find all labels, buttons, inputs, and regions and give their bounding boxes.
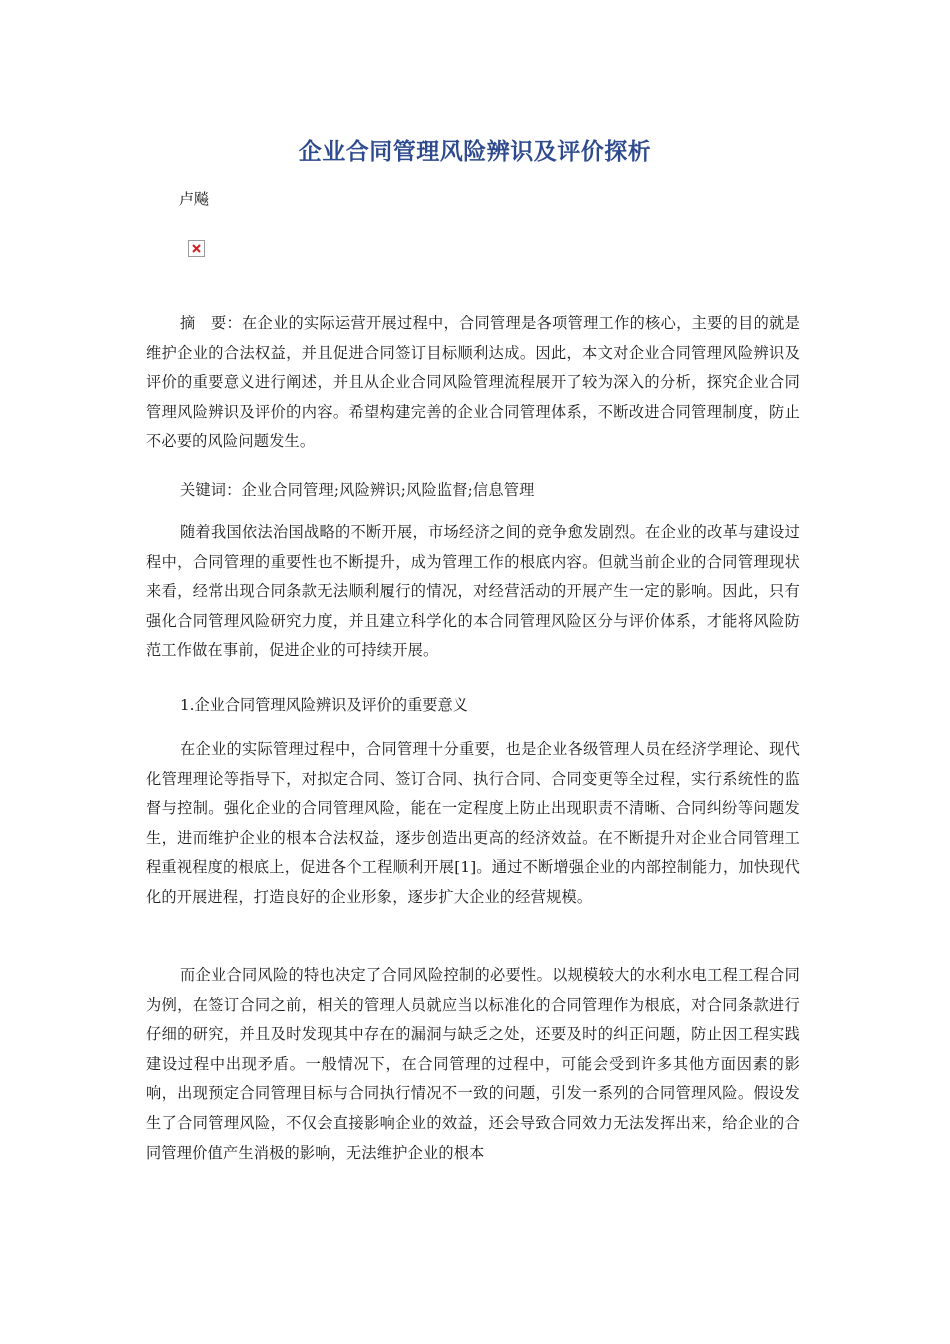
article-title: 企业合同管理风险辨识及评价探析 [298,139,652,165]
section-heading-1: 1.企业合同管理风险辨识及评价的重要意义 [180,696,468,714]
abstract-paragraph: 摘 要：在企业的实际运营开展过程中，合同管理是各项管理工作的核心，主要的目的就是维护企业的合法权益，并且促进合同签订目标顺利达成。因此，本文对企业合同管理风险辨识及评价的重要意义进行阐述，并且从企业合同风险管理流程展开了较为深入的分析，探究企业合同管理风险辨识及评价的内容。希望构建完善的企业合同管理体系，不断改进合同管理制度，防止不必要的风险问题发生。 [146,314,800,451]
author-name: 卢飚 [179,190,210,208]
broken-image-x-icon [189,241,204,256]
body-paragraph: 而企业合同风险的特也决定了合同风险控制的必要性。以规模较大的水利水电工程工程合同为例，在签订合同之前，相关的管理人员就应当以标准化的合同管理作为根底，对合同条款进行仔细的研究，并且及时发现其中存在的漏洞与缺乏之处，还要及时的纠正问题，防止因工程实践建设过程中出现矛盾。一般情况下，在合同管理的过程中，可能会受到许多其他方面因素的影响，出现预定合同管理目标与合同执行情况不一致的问题，引发一系列的合同管理风险。假设发生了合同管理风险，不仅会直接影响企业的效益，还会导致合同效力无法发挥出来，给企业的合同管理价值产生消极的影响，无法维护企业的根本 [146,966,800,1162]
intro-paragraph: 随着我国依法治国战略的不断开展，市场经济之间的竞争愈发剧烈。在企业的改革与建设过程中，合同管理的重要性也不断提升，成为管理工作的根底内容。但就当前企业的合同管理现状来看，经常出现合同条款无法顺利履行的情况，对经营活动的开展产生一定的影响。因此，只有强化合同管理风险研究力度，并且建立科学化的本合同管理风险区分与评价体系，才能将风险防范工作做在事前，促进企业的可持续开展。 [146,523,800,660]
body-paragraph: 在企业的实际管理过程中，合同管理十分重要，也是企业各级管理人员在经济学理论、现代化管理理论等指导下，对拟定合同、签订合同、执行合同、合同变更等全过程，实行系统性的监督与控制。强化企业的合同管理风险，能在一定程度上防止出现职责不清晰、合同纠纷等问题发生，进而维护企业的根本合法权益，逐步创造出更高的经济效益。在不断提升对企业合同管理工程重视程度的根底上，促进各个工程顺利开展[1]。通过不断增强企业的内部控制能力，加快现代化的开展进程，打造良好的企业形象，逐步扩大企业的经营规模。 [146,740,800,906]
keywords-line: 关键词：企业合同管理;风险辨识;风险监督;信息管理 [180,481,535,499]
broken-image-icon [188,240,205,257]
